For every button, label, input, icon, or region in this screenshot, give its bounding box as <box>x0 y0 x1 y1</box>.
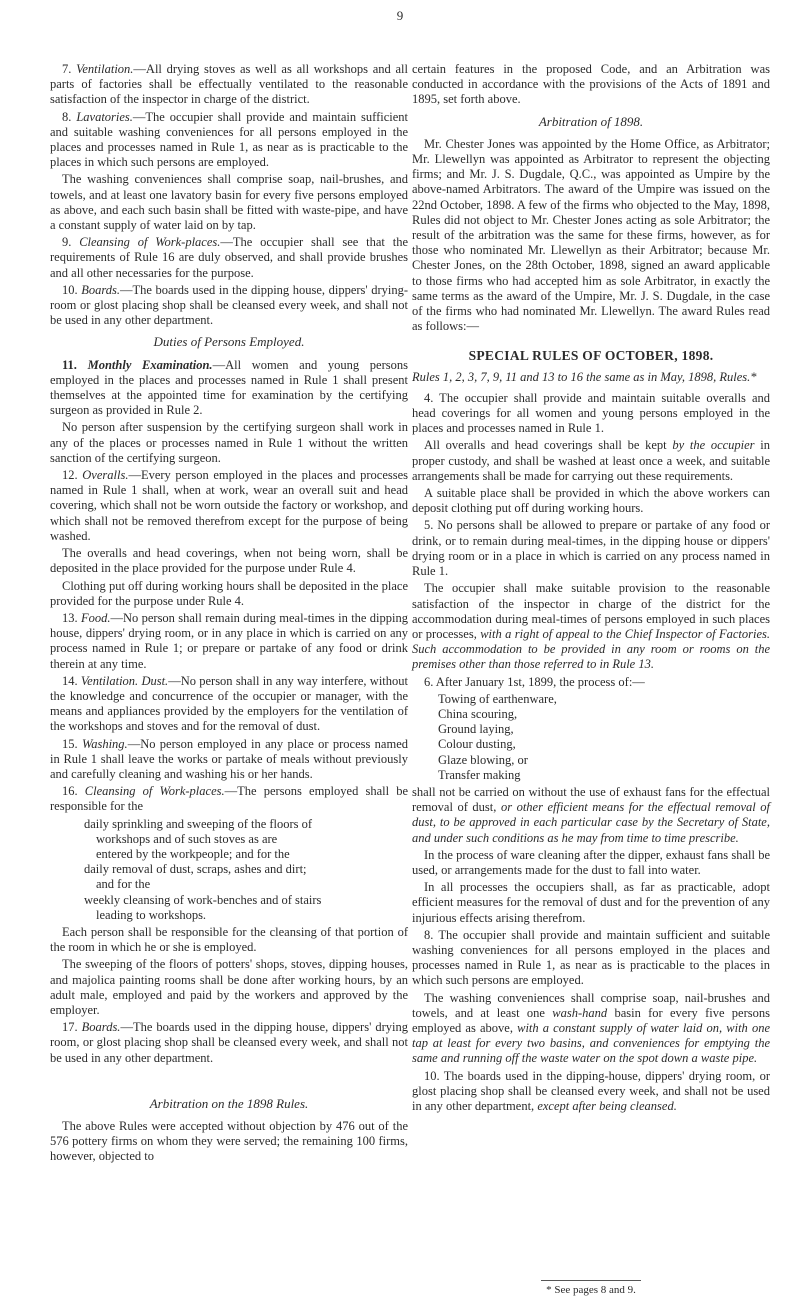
special-rule-10: 10. The boards used in the dipping-house, dippers' drying room, or glost placing shop shall be cleansed every week, and shall not be used in any other department, except after being cleansed. <box>412 1068 770 1113</box>
list-item: Transfer making <box>438 767 521 782</box>
arbitration-text: The above Rules were accepted without objection by 476 out of the 576 pottery firms on whom they were served; the remaining 100 firms, however, objected to <box>50 1119 408 1164</box>
rule-12-overalls: The overalls and head coverings, when not being worn, shall be deposited in the place provided for the purpose under Rule 4. <box>50 546 408 576</box>
special-rule-6: 6. After January 1st, 1899, the process of:— <box>424 674 645 689</box>
special-rule-8-washing: The washing conveniences shall comprise soap, nail-brushes and towels, and at least one wash-hand basin for every five persons employed as above, with a constant supply of water laid on, with one tap at least for every two basins, and conveniences for emptying the same and running off the waste water on the spot down a waste pipe. <box>412 990 770 1066</box>
rule-7: 7. Ventilation.—All drying stoves as well as all workshops and all parts of factories shall be effectually ventilated to the reasonable satisfaction of the inspector in charge of the district. <box>50 62 408 107</box>
rule-14: 14. Ventilation. Dust.—No person shall in any way interfere, without the knowledge and concurrence of the occupier or manager, with the means and appliances provided by the employers for the ventilation of the workshops and stoves and for the removal of dust. <box>50 673 408 734</box>
special-rule-4-place: A suitable place shall be provided in which the above workers can deposit clothing put off during working hours. <box>412 486 770 516</box>
right-column <box>412 62 770 1116</box>
list-item: Glaze blowing, or <box>438 752 528 767</box>
rule-8: 8. Lavatories.—The occupier shall provide and maintain sufficient and suitable washing conveniences for all persons employed in the places and processes named in Rule 1, as near as is practicable to the places in which such persons are employed. <box>50 109 408 170</box>
list-item: entered by the workpeople; and for the <box>96 846 290 861</box>
rule-13: 13. Food.—No person shall remain during meal-times in the dipping house, dippers' drying room, or in any place in which is carried on any process named in Rule 1; or prepare or partake of any food or drink therein at any time. <box>50 610 408 671</box>
rule-9: 9. Cleansing of Work-places.—The occupier shall see that the requirements of Rule 16 are duly observed, and shall provide brushes and all other necessaries for the purpose. <box>50 235 408 280</box>
heading-arbitration-1898: Arbitration of 1898. <box>538 113 644 129</box>
footnote <box>412 1280 770 1296</box>
list-item: Towing of earthenware, <box>438 691 557 706</box>
special-rule-6-exhaust: shall not be carried on without the use of exhaust fans for the effectual removal of dust, or other efficient means for the effectual removal of dust, to be approved in each particular case by the Secretary of State, and under such conditions as he may from time to time prescribe. <box>412 784 770 845</box>
heading-arbitration-rules: Arbitration on the 1898 Rules. <box>149 1095 309 1111</box>
list-item: leading to workshops. <box>96 907 207 922</box>
list-item: Colour dusting, <box>438 737 516 752</box>
rule-15: 15. Washing.—No person employed in any place or process named in Rule 1 shall leave the works or partake of meals without previously and carefully cleaning and washing his or her hands. <box>50 736 408 781</box>
list-item: Ground laying, <box>438 722 514 737</box>
special-rule-5-provision: The occupier shall make suitable provision to the reasonable satisfaction of the inspector in charge of the district for the accommodation during meal-times of persons employed in such places or processes, with a right of appeal to the Chief Inspector of Factories. Such accommodation to be provided in any room or rooms on the premises other than those referred to in Rule 13. <box>412 581 770 672</box>
heading-duties: Duties of Persons Employed. <box>153 334 305 350</box>
left-column <box>50 62 408 1167</box>
list-item: workshops and of such stoves as are <box>96 831 278 846</box>
heading-special-rules: SPECIAL RULES OF OCTOBER, 1898. <box>468 348 714 364</box>
rule-11: 11. Monthly Examination.—All women and young persons employed in the places and processes named in Rule 1 shall present themselves at the appointed time for examination by the certifying surgeon as provided in Rule 2. <box>50 357 408 418</box>
special-rules-subheading: Rules 1, 2, 3, 7, 9, 11 and 13 to 16 the same as in May, 1898, Rules.* <box>412 369 757 384</box>
list-item: and for the <box>96 877 151 892</box>
page-number: 9 <box>396 8 404 23</box>
rule-16-person: Each person shall be responsible for the cleansing of that portion of the room in which he or she is employed. <box>50 924 408 955</box>
arbitration-paragraph: Mr. Chester Jones was appointed by the Home Office, as Arbitrator; Mr. Llewellyn was appointed as Arbitrator to represent the objecting firms; and Mr. J. S. Dugdale, Q.C., was appointed as Umpire by the above-named Arbitrators. The award of the Umpire was issued on the 22nd October, 1898. A few of the firms who objected to the May, 1898, Rules did not object to Mr. Chester Jones acting as sole Arbitrator; the result of the arbitration was the same for these firms, however, as for those who nominated Mr. Llewellyn as their Arbitrator; because Mr. Chester Jones, on the 28th October, 1898, signed an award applicable to those firms who had accepted him as sole Arbitrator, in exactly the same terms as the award of the Umpire, Mr. J. S. Dugdale, in the case of the firms who had nominated Mr. Llewellyn. The award Rules read as follows:— <box>412 136 770 334</box>
rule-10: 10. Boards.—The boards used in the dipping house, dippers' drying-room or glost placing shop shall be cleansed every week, and shall not be used in any other department. <box>50 282 409 328</box>
special-rule-6-ware-cleaning: In the process of ware cleaning after the dipper, exhaust fans shall be used, or arrangements made for the dust to fall into water. <box>412 847 770 877</box>
rule-11-suspension: No person after suspension by the certifying surgeon shall work in any of the places or processes named in Rule 1 without the written sanction of the certifying surgeon. <box>50 420 408 465</box>
special-rule-8: 8. The occupier shall provide and maintain sufficient and suitable washing conveniences for all persons employed in the places and processes named in Rule 1, as near as is practicable to the places in which such persons are employed. <box>412 927 770 988</box>
footnote-text: * See pages 8 and 9. <box>546 1284 636 1296</box>
special-rule-5: 5. No persons shall be allowed to prepare or partake of any food or drink, or to remain during meal-times, in the dipping house or dippers' drying room or in a place in which is carried on any process named in Rule 1. <box>412 518 770 579</box>
rule-17: 17. Boards.—The boards used in the dipping house, dippers' drying room, or glost placing shop shall be cleansed every week, and shall not be used in any other department. <box>50 1020 408 1065</box>
special-rule-6-all-processes: In all processes the occupiers shall, as far as practicable, adopt efficient measures for the removal of dust and for the prevention of any injurious effects arising therefrom. <box>412 880 770 925</box>
list-item: daily sprinkling and sweeping of the floors of <box>84 816 313 831</box>
special-rule-4-custody: All overalls and head coverings shall be kept by the occupier in proper custody, and shall be washed at least once a week, and suitable arrangements shall be made for carrying out these requirements. <box>412 438 770 483</box>
footnote-divider <box>541 1280 641 1281</box>
rule-16-sweeping: The sweeping of the floors of potters' shops, stoves, dipping houses, and majolica painting rooms shall be done after working hours, by an adult male, employed and paid by the workers and approved by the employer. <box>50 957 408 1017</box>
rule-12: 12. Overalls.—Every person employed in the places and processes named in Rule 1 shall, when at work, wear an overall suit and head covering, which shall not be worn outside the factory or workshop, and which shall not be removed therefrom except for the purpose of being washed. <box>50 468 409 543</box>
rule-16-duties-list <box>62 817 408 923</box>
rule-8-washing: The washing conveniences shall comprise soap, nail-brushes, and towels, and at least one lavatory basin for every five persons employed as above, and each such basin shall be fitted with waste-pipe, and have a constant supply of water laid on by tap. <box>50 172 408 233</box>
rule-12-clothing: Clothing put off during working hours shall be deposited in the place provided for the purpose under Rule 4. <box>50 578 408 608</box>
list-item: daily removal of dust, scraps, ashes and dirt; <box>84 862 307 877</box>
list-item: China scouring, <box>438 706 518 721</box>
special-rule-4: 4. The occupier shall provide and maintain suitable overalls and head coverings for all women and young persons employed in the places and processes named in Rule 1. <box>412 390 770 436</box>
process-list <box>438 692 770 783</box>
rule-16: 16. Cleansing of Work-places.—The persons employed shall be responsible for the <box>50 784 409 814</box>
list-item: weekly cleansing of work-benches and of stairs <box>84 892 322 907</box>
continuation-paragraph: certain features in the proposed Code, and an Arbitration was conducted in accordance with the provisions of the Acts of 1891 and 1895, set forth above. <box>412 62 770 107</box>
